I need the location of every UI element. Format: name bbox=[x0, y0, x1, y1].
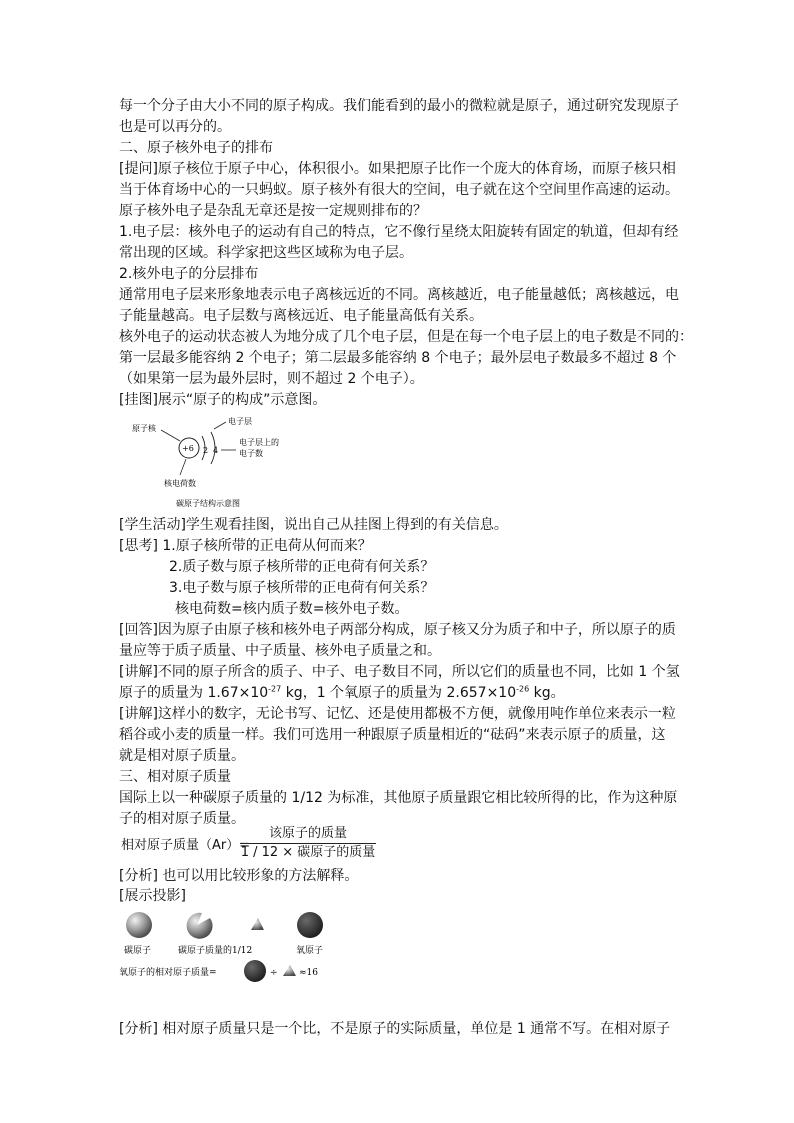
electrons-label: 电子层上的 bbox=[239, 438, 279, 447]
mass-mid: kg，1 个氧原子的质量为 2.657×10 bbox=[281, 685, 517, 701]
divide-sign: ÷ bbox=[270, 968, 278, 978]
oxygen-atom-ball-small bbox=[244, 960, 266, 982]
carbon-atom-label: 碳原子 bbox=[124, 946, 152, 956]
text-line: 子能量越高。电子层数与离核远近、电子能量高低有关系。 bbox=[119, 308, 483, 324]
carbon-cut-ball bbox=[187, 913, 213, 939]
text-line: [讲解]这样小的数字，无论书写、记忆、还是使用都极不方便，就像用吨作单位来表示一粒 bbox=[119, 706, 676, 722]
text-line: [展示投影] bbox=[119, 888, 186, 904]
text-line: 量应等于质子质量、中子质量、核外电子质量之和。 bbox=[119, 643, 441, 659]
section-heading: 三、相对原子质量 bbox=[119, 769, 231, 785]
mass-line bbox=[119, 683, 565, 703]
formula-fraction bbox=[240, 826, 376, 861]
text-line: 也是可以再分的。 bbox=[119, 119, 231, 135]
text-line: 国际上以一种碳原子质量的 1/12 为标准，其他原子质量跟它相比较所得的比，作为这种原 bbox=[119, 790, 678, 806]
oxygen-relative-mass-text: 氧原子的相对原子质量= bbox=[119, 968, 217, 978]
carbon-fraction-wedge-small bbox=[283, 965, 296, 976]
section-heading: 二、原子核外电子的排布 bbox=[119, 140, 273, 156]
text-line: 当于体育场中心的一只蚂蚁。原子核外有很大的空间，电子就在这个空间里作高速的运动。 bbox=[119, 182, 679, 198]
text-line: 常出现的区域。科学家把这些区域称为电子层。 bbox=[119, 245, 413, 261]
nucleus-label: 原子核 bbox=[132, 424, 156, 433]
nucleus-charge: +6 bbox=[182, 444, 194, 453]
text-line: 就是相对原子质量。 bbox=[119, 748, 245, 764]
text-line: [回答]因为原子由原子核和核外电子两部分构成，原子核又分为质子和中子，所以原子的质 bbox=[119, 622, 676, 638]
text-line: 子的相对原子质量。 bbox=[119, 811, 245, 827]
mass-exp-2: -26 bbox=[516, 684, 530, 694]
text-line: 2.质子数与原子核所带的正电荷有何关系？ bbox=[169, 559, 435, 575]
text-line: [挂图]展示“原子的构成”示意图。 bbox=[119, 392, 327, 408]
shell1-count: 2 bbox=[203, 446, 209, 455]
fraction-bar bbox=[240, 843, 376, 844]
shell-label: 电子层 bbox=[228, 417, 252, 426]
relative-mass-result: ≈16 bbox=[299, 968, 318, 978]
text-line: 每一个分子由大小不同的原子构成。我们能看到的最小的微粒就是原子，通过研究发现原子 bbox=[119, 98, 679, 114]
electrons-label-2: 电子数 bbox=[239, 449, 263, 458]
text-line: 核电荷数=核内质子数=核外电子数。 bbox=[175, 601, 409, 617]
mass-exp-1: -27 bbox=[268, 684, 282, 694]
oxygen-atom-ball bbox=[297, 912, 323, 938]
diagram-caption: 碳原子结构示意图 bbox=[176, 499, 240, 508]
text-line: [分析] 相对原子质量只是一个比，不是原子的实际质量，单位是 1 通常不写。在相对原子 bbox=[119, 1021, 671, 1037]
formula-numerator: 该原子的质量 bbox=[268, 826, 347, 841]
mass-suffix: kg。 bbox=[529, 685, 565, 701]
carbon-fraction-label: 碳原子质量的1/12 bbox=[178, 946, 253, 956]
oxygen-atom-label: 氧原子 bbox=[296, 946, 324, 956]
text-line: [思考] 1.原子核所带的正电荷从何而来？ bbox=[119, 538, 372, 554]
charge-label: 核电荷数 bbox=[164, 479, 196, 488]
formula-denominator: 1 / 12 × 碳原子的质量 bbox=[240, 845, 376, 860]
text-line: （如果第一层为最外层时，则不超过 2 个电子）。 bbox=[119, 371, 424, 387]
text-line: 核外电子的运动状态被人为地分成了几个电子层，但是在每一个电子层上的电子数是不同的： bbox=[119, 329, 693, 345]
text-line: 第一层最多能容纳 2 个电子；第二层最多能容纳 8 个电子；最外层电子数最多不超过 8 个 bbox=[119, 350, 677, 366]
formula-lhs: 相对原子质量（Ar）= bbox=[121, 838, 251, 853]
carbon-atom-ball bbox=[126, 912, 152, 938]
carbon-fraction-wedge bbox=[251, 918, 264, 930]
text-line: 1.电子层：核外电子的运动有自己的特点，它不像行星绕太阳旋转有固定的轨道，但却有经 bbox=[119, 224, 679, 240]
text-line: 2.核外电子的分层排布 bbox=[119, 266, 259, 282]
mass-prefix: 原子的质量为 1.67×10 bbox=[119, 685, 269, 701]
relative-mass-illustration bbox=[118, 908, 348, 986]
carbon-atom-diagram bbox=[128, 412, 308, 512]
text-line: [分析] 也可以用比较形象的方法解释。 bbox=[119, 868, 359, 884]
text-line: [提问]原子核位于原子中心，体积很小。如果把原子比作一个庞大的体育场，而原子核只相 bbox=[119, 161, 676, 177]
text-line: 原子核外电子是杂乱无章还是按一定规则排布的？ bbox=[119, 203, 427, 219]
text-line: 稻谷或小麦的质量一样。我们可选用一种跟原子质量相近的“砝码”来表示原子的质量，这 bbox=[119, 727, 666, 743]
shell2-count: 4 bbox=[213, 446, 219, 455]
text-line: 通常用电子层来形象地表示电子离核远近的不同。离核越近，电子能量越低；离核越远，电 bbox=[119, 287, 679, 303]
text-line: [学生活动]学生观看挂图，说出自己从挂图上得到的有关信息。 bbox=[119, 517, 508, 533]
text-line: 3.电子数与原子核所带的正电荷有何关系？ bbox=[169, 580, 435, 596]
text-line: [讲解]不同的原子所含的质子、中子、电子数目不同，所以它们的质量也不同，比如 1 个氢 bbox=[119, 664, 680, 680]
